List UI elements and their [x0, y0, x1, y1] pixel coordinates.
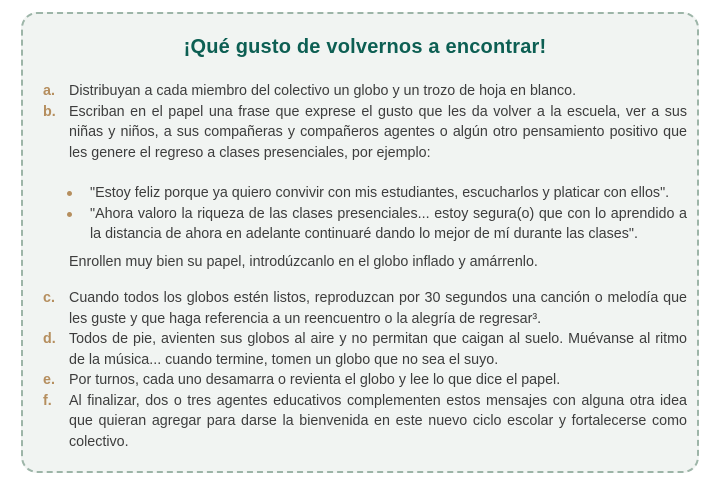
step-c: [43, 288, 687, 329]
example-bullet-1: [66, 183, 687, 204]
step-d-marker: d.: [43, 331, 56, 347]
step-c-text: Cuando todos los globos estén listos, reproduzcan por 30 segundos una canción o melodía que les guste y que haga referencia a un reencuentro o la alegría de regresar³.: [69, 290, 687, 327]
example-bullet-2-text: "Ahora valoro la riqueza de las clases presenciales... estoy segura(o) que con lo aprendido a la distancia de ahora en adelante continuaré dando lo mejor de mí durante las clases".: [90, 205, 687, 242]
step-c-marker: c.: [43, 290, 55, 306]
step-f-text: Al finalizar, dos o tres agentes educativos complementen estos mensajes con alguna otra idea que quieran agregar para darse la bienvenida en este nuevo ciclo escolar y fortalecerse como colectivo.: [69, 392, 687, 450]
step-e: [43, 370, 687, 391]
step-b-text: Escriban en el papel una frase que exprese el gusto que les da volver a la escuela, ver a sus niñas y niños, a sus compañeras y compañeros agentes o algún otro pensamiento positivo que les genere el regreso a clases presenciales, por ejemplo:: [69, 103, 687, 161]
activity-card: [21, 12, 699, 473]
example-bullet-1-text: "Estoy feliz porque ya quiero convivir con mis estudiantes, escucharlos y platicar con ellos".: [90, 185, 670, 201]
example-bullet-list: [66, 183, 687, 245]
step-a: [43, 81, 687, 102]
bullet-dot-icon: [66, 204, 90, 225]
step-a-text: Distribuyan a cada miembro del colectivo un globo y un trozo de hoja en blanco.: [69, 83, 577, 99]
step-b-marker: b.: [43, 103, 56, 120]
step-d-text: Todos de pie, avienten sus globos al aire y no permitan que caigan al suelo. Muévanse al ritmo de la música... cuando termine, tomen un globo que no sea el suyo.: [69, 331, 687, 368]
step-f: [43, 391, 687, 453]
card-title: ¡Qué gusto de volvernos a encontrar!: [183, 36, 547, 58]
step-f-marker: f.: [43, 392, 52, 409]
step-d: [43, 329, 687, 370]
wrap-note: Enrollen muy bien su papel, introdúzcanlo en el globo inflado y amárrenlo.: [69, 253, 538, 270]
step-e-marker: e.: [43, 372, 55, 388]
bullet-dot-icon: [66, 183, 90, 204]
example-bullet-2: [66, 204, 687, 245]
step-e-text: Por turnos, cada uno desamarra o revienta el globo y lee lo que dice el papel.: [69, 372, 561, 388]
step-b: [43, 102, 687, 164]
step-a-marker: a.: [43, 83, 55, 99]
